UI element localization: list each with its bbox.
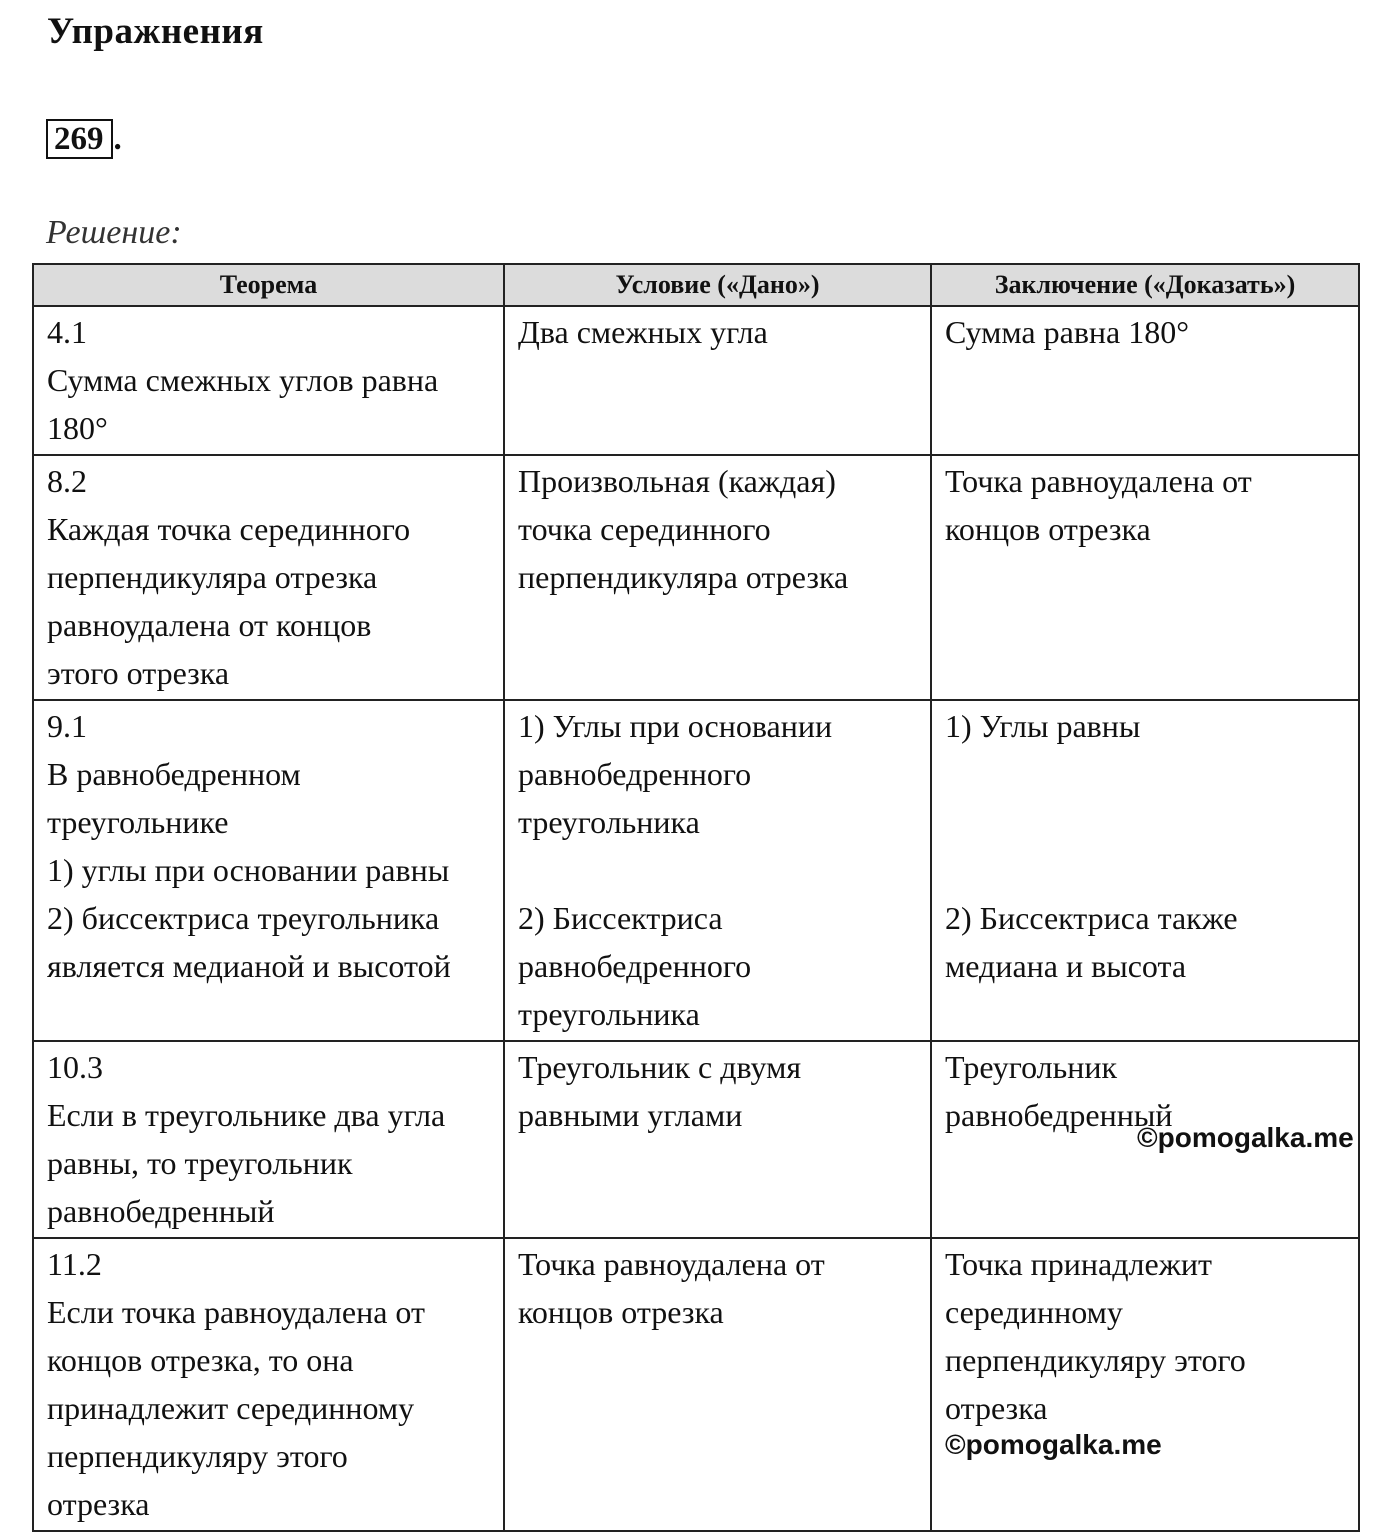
prove-text: Треугольник xyxy=(945,1049,1117,1085)
theorem-number: 8.2 xyxy=(47,463,87,499)
theorem-text: 180° xyxy=(47,410,108,446)
theorem-text: треугольнике xyxy=(47,804,229,840)
theorem-text: Если точка равноудалена от xyxy=(47,1294,425,1330)
theorem-text: концов отрезка, то она xyxy=(47,1342,354,1378)
theorem-text: В равнобедренном xyxy=(47,756,301,792)
given-text: Точка равноудалена от xyxy=(518,1246,825,1282)
cell-prove xyxy=(931,700,1359,1041)
watermark-logo: ©pomogalka.me xyxy=(1137,1122,1354,1153)
prove-text: отрезка xyxy=(945,1390,1048,1426)
theorem-text: перпендикуляра отрезка xyxy=(47,559,378,595)
exercise-number-dot: . xyxy=(113,121,122,157)
theorem-number: 4.1 xyxy=(47,314,87,350)
theorem-number: 11.2 xyxy=(47,1246,102,1282)
watermark-logo: ©pomogalka.me xyxy=(945,1429,1162,1460)
line-gap xyxy=(518,846,918,894)
prove-text: 1) Углы равны xyxy=(945,708,1141,744)
theorem-text: 2) биссектриса треугольника xyxy=(47,900,440,936)
theorem-text: принадлежит серединному xyxy=(47,1390,415,1426)
theorem-text: равноудалена от концов xyxy=(47,607,372,643)
given-text: равнобедренного xyxy=(518,948,752,984)
theorem-text: равны, то треугольник xyxy=(47,1145,353,1181)
theorem-text: Каждая точка серединного xyxy=(47,511,411,547)
given-text: равными углами xyxy=(518,1097,743,1133)
theorem-text: отрезка xyxy=(47,1486,150,1522)
cell-given xyxy=(504,1238,931,1531)
cell-given xyxy=(504,455,931,700)
cell-given xyxy=(504,1041,931,1238)
theorem-text: равнобедренный xyxy=(47,1193,275,1229)
header-prove: Заключение («Доказать») xyxy=(931,264,1359,306)
given-text: точка серединного xyxy=(518,511,771,547)
cell-theorem xyxy=(33,306,504,455)
header-theorem: Теорема xyxy=(33,264,504,306)
given-text: Два смежных угла xyxy=(518,314,768,350)
given-text: Произвольная (каждая) xyxy=(518,463,836,499)
given-text: Треугольник с двумя xyxy=(518,1049,802,1085)
prove-text: перпендикуляру этого xyxy=(945,1342,1246,1378)
table-header-row xyxy=(33,264,1359,306)
cell-theorem xyxy=(33,1041,504,1238)
prove-text: медиана и высота xyxy=(945,948,1187,984)
cell-theorem xyxy=(33,455,504,700)
prove-text: Точка принадлежит xyxy=(945,1246,1212,1282)
theorem-number: 9.1 xyxy=(47,708,87,744)
theorem-text: этого отрезка xyxy=(47,655,230,691)
cell-given xyxy=(504,306,931,455)
solution-label: Решение: xyxy=(46,214,182,251)
exercise-number-box: 269 xyxy=(46,119,113,159)
line-gap xyxy=(945,750,1346,798)
given-text: треугольника xyxy=(518,996,700,1032)
prove-text: равнобедренный xyxy=(945,1097,1173,1133)
table-row xyxy=(33,306,1359,455)
line-gap xyxy=(945,798,1346,846)
theorem-text: Если в треугольнике два угла xyxy=(47,1097,446,1133)
prove-text: концов отрезка xyxy=(945,511,1151,547)
prove-text: Сумма равна 180° xyxy=(945,314,1190,350)
given-text: равнобедренного xyxy=(518,756,752,792)
theorem-text: является медианой и высотой xyxy=(47,948,451,984)
prove-text: 2) Биссектриса также xyxy=(945,900,1238,936)
table-row xyxy=(33,455,1359,700)
header-given: Условие («Дано») xyxy=(504,264,931,306)
given-text: треугольника xyxy=(518,804,700,840)
prove-text: Точка равноудалена от xyxy=(945,463,1252,499)
table-row xyxy=(33,1238,1359,1531)
theorem-text: перпендикуляру этого xyxy=(47,1438,348,1474)
theorems-table xyxy=(32,263,1360,1532)
cell-theorem xyxy=(33,700,504,1041)
given-text: концов отрезка xyxy=(518,1294,724,1330)
cell-theorem xyxy=(33,1238,504,1531)
exercise-number xyxy=(46,119,122,159)
table-row xyxy=(33,700,1359,1041)
prove-text: серединному xyxy=(945,1294,1123,1330)
given-text: 2) Биссектриса xyxy=(518,900,723,936)
cell-given xyxy=(504,700,931,1041)
theorem-text: Сумма смежных углов равна xyxy=(47,362,439,398)
cell-prove xyxy=(931,306,1359,455)
line-gap xyxy=(945,846,1346,894)
given-text: перпендикуляра отрезка xyxy=(518,559,849,595)
theorem-number: 10.3 xyxy=(47,1049,103,1085)
cell-prove xyxy=(931,1238,1359,1531)
section-title: Упражнения xyxy=(47,11,264,52)
theorem-text: 1) углы при основании равны xyxy=(47,852,450,888)
cell-prove xyxy=(931,455,1359,700)
given-text: 1) Углы при основании xyxy=(518,708,833,744)
